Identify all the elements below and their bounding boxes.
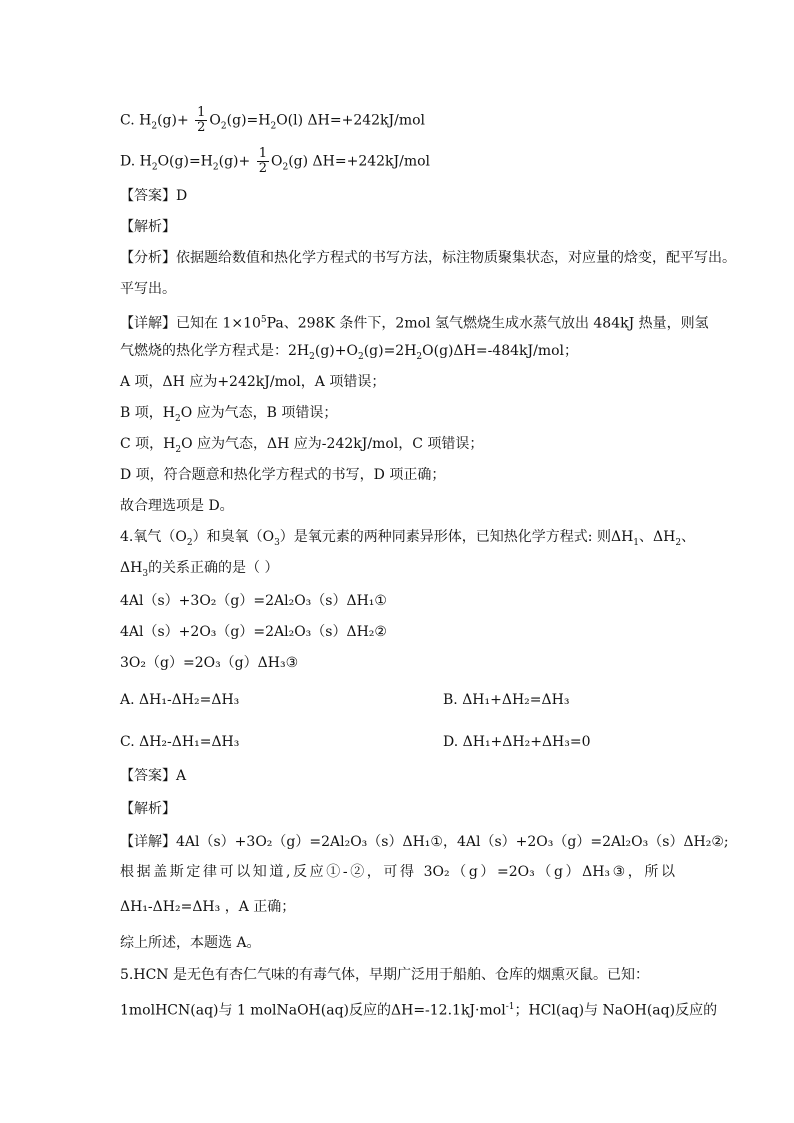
detail-line-2: 气燃烧的热化学方程式是：$2H_2(g)+O_2(g)=2H_2O(g)\Delta H=-484kJ$/mol； [120, 343, 579, 362]
option-b: B. ΔH₁+ΔH₂=ΔH₃ [443, 692, 570, 708]
detail-item-d: D 项，符合题意和热化学方程式的书写，D 项正确； [120, 467, 446, 483]
detail-item-c: C 项，$H_2O$ 应为气态，ΔH 应为-242kJ/mol，C 项错误； [120, 436, 484, 455]
analysis-heading: 【解析】 [120, 801, 176, 817]
analysis-text-cont: 平写出。 [120, 281, 176, 297]
equation-3: 3O₂（g）=2O₃（g）ΔH₃③ [120, 655, 299, 671]
analysis-text: 【分析】依据题给数值和热化学方程式的书写方法，标注物质聚集状态，对应量的焓变，配平写出。 [120, 250, 736, 266]
answer-label: 【答案】A [120, 768, 187, 784]
detail-line-1: 【详解】4Al（s）+3O₂（g）=2Al₂O₃（s）ΔH₁①，4Al（s）+2O₃（g）=2Al₂O₃（s）ΔH₂②; [120, 834, 729, 850]
question-5-stem: 5.HCN 是无色有杏仁气味的有毒气体，早期广泛用于船舶、仓库的烟熏灭鼠。已知： [120, 967, 649, 983]
conclusion: 故合理选项是 D。 [120, 498, 234, 514]
detail-line-2: 根据盖斯定律可以知道,反应①-②，可得 3O₂（g）=2O₃（g）ΔH₃③，所以 [120, 864, 675, 880]
detail-item-a: A 项，ΔH 应为+242kJ/mol，A 项错误； [120, 374, 386, 390]
answer-label: 【答案】D [120, 188, 188, 204]
option-c: C. $H_2(g)+$ $\frac{1}{2}$ $O_2(g)=H_2O(l)$ ΔH=+242kJ/mol [120, 105, 426, 135]
option-d: D. ΔH₁+ΔH₂+ΔH₃=0 [443, 734, 591, 750]
equation-1: 4Al（s）+3O₂（g）=2Al₂O₃（s）ΔH₁① [120, 593, 387, 609]
option-c: C. ΔH₂-ΔH₁=ΔH₃ [120, 734, 240, 750]
detail-line-1: 【详解】已知在 $1\times 10^5Pa$、298K 条件下，2mol 氢气燃烧生成水蒸气放出 484kJ 热量，则氢 [120, 315, 709, 332]
fraction: $\frac{1}{2}$ [258, 146, 267, 176]
question-5-stem-cont: 1molHCN(aq)与 1 molNaOH(aq)反应的ΔH=-12.1kJ·mol$^{-1}$；HCl(aq)与 NaOH(aq)反应的 [120, 1002, 718, 1019]
conclusion: 综上所述，本题选 A。 [120, 935, 261, 951]
question-4-stem-cont: $\Delta H_3$的关系正确的是（ ） [120, 560, 279, 579]
detail-line-3: ΔH₁-ΔH₂=ΔH₃ ，A 正确； [120, 899, 296, 915]
question-4-stem: 4.氧气$(O_2)$和臭氧$(O_3)$是氧元素的两种同素异形体，已知热化学方程式: 则$\Delta H_1$、$\Delta H_2$、 [120, 529, 696, 548]
fraction: $\frac{1}{2}$ [197, 105, 206, 135]
option-d: D. $H_2O(g)=H_2(g)+$ $\frac{1}{2}$ $O_2(g)$ ΔH=+242kJ/mol [120, 146, 431, 176]
detail-item-b: B 项，$H_2O$ 应为气态，B 项错误； [120, 405, 338, 424]
equation-2: 4Al（s）+2O₃（g）=2Al₂O₃（s）ΔH₂② [120, 624, 387, 640]
analysis-heading: 【解析】 [120, 219, 176, 235]
option-a: A. ΔH₁-ΔH₂=ΔH₃ [120, 692, 240, 708]
